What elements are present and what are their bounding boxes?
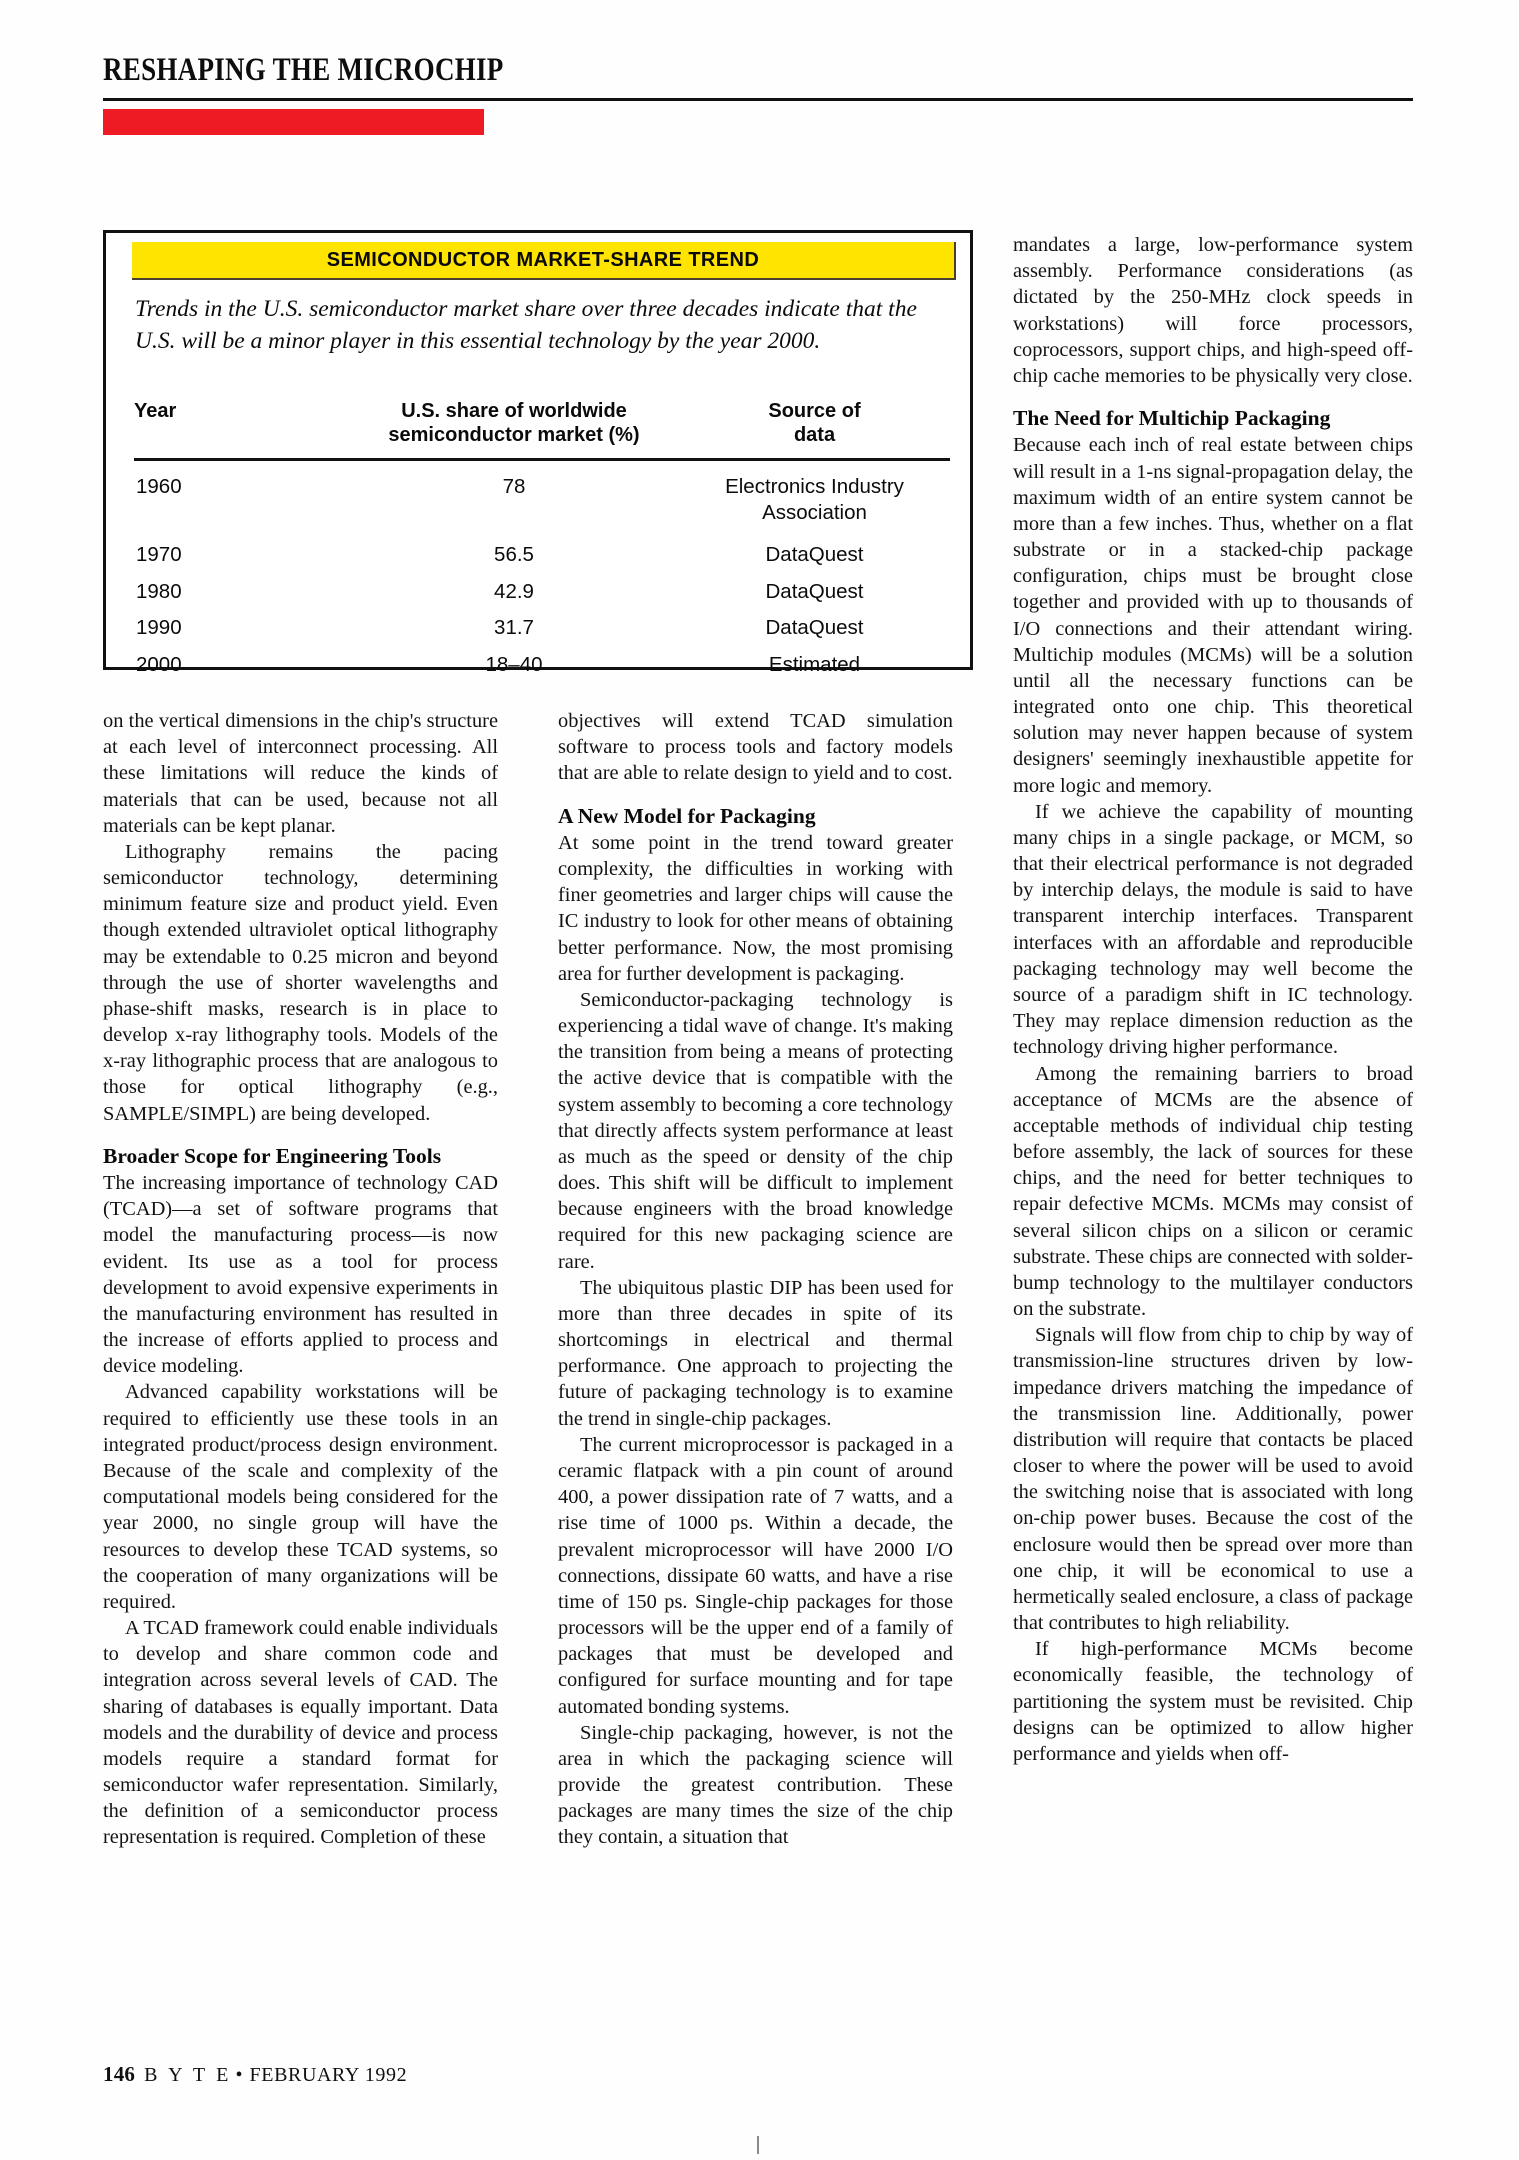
table-row [134,537,950,574]
section-heading: Broader Scope for Engineering Tools [103,1143,442,1168]
paragraph: The increasing importance of technology CAD (TCAD)—a set of software programs that model the manufacturing process—is now evident. Its use as a tool for process development to avoid expensive experiments in the manufacturing environment has resulted in the increase of efforts applied to process and device modeling. [103,1172,498,1378]
paragraph: Among the remaining barriers to broad acceptance of MCMs are the absence of acceptable methods of individual chip testing before assembly, the lack of sources for these chips, and the need for better techniques to repair defective MCMs. MCMs may consist of several silicon chips on a silicon or ceramic substrate. These chips are connected with solder-bump technology to the multilayer conductors on the substrate. [1013,1062,1413,1321]
paragraph: Advanced capability workstations will be required to efficiently use these tools in an integrated product/process design environment. Because of the scale and complexity of the computational models being considered for the year 2000, no single group will have the resources to develop these TCAD systems, so the cooperation of many organizations will be required. [103,1381,498,1613]
issue-date: FEBRUARY 1992 [249,2064,408,2086]
header-accent-bar [103,109,484,135]
table-row [134,469,950,537]
table-body [134,469,950,684]
cell-source: DataQuest [765,543,864,567]
paragraph: mandates a large, low-performance system assembly. Performance considerations (as dictated by the 250-MHz clock speeds in workstations) will force processors, coprocessors, support chips, and high-speed off-chip cache memories to be physically very close. [1013,234,1413,387]
body-column-right [1013,232,1413,1767]
paragraph: A TCAD framework could enable individuals to develop and share common code and integration across several levels of CAD. The sharing of databases is equally important. Data models and the durability of device and process models require a standard format for semiconductor wafer representation. Similarly, the definition of a semiconductor process representation is required. Completion of these [103,1617,498,1849]
cell-share: 56.5 [494,543,534,567]
cell-source-line1: Electronics Industry [725,474,904,498]
page-number: 146 [103,2062,136,2086]
running-head [103,54,1413,87]
paragraph: Signals will flow from chip to chip by way of transmission-line structures driven by low-impedance drivers matching the impedance of the transmission line. Additionally, power distribution will require that contacts be placed closer to where the power will be used to avoid the switching noise that is associated with long on-chip power buses. Because the cost of the enclosure would then be spread over more than one chip, it will be economical to use a hermetically sealed enclosure, a class of package that contributes to high reliability. [1013,1324,1413,1635]
cell-source: Estimated [768,652,861,676]
body-column-left [103,708,498,1851]
figure-caption: Trends in the U.S. semiconductor market share over three decades indicate that the U.S. will be a minor player in this essential technology by the year 2000. [135,296,917,355]
figure-box [103,230,973,676]
column-header-source [679,399,950,452]
cell-year: 1960 [136,474,182,498]
cell-share: 18–40 [485,652,543,676]
column-header-share [349,399,679,452]
paragraph: on the vertical dimensions in the chip's structure at each level of interconnect processing. All these limitations will reduce the kinds of materials that can be used, because not all materials can be kept planar. [103,710,498,837]
market-share-table [134,399,950,684]
cell-share: 31.7 [494,616,534,640]
paragraph: Because each inch of real estate between chips will result in a 1-ns signal-propagation delay, the maximum width of an entire system cannot be more than a few inches. Thus, whether on a flat substrate or in a stacked-chip package configuration, chips must be brought close together and provided with up to thousands of I/O connections and their attendant wiring. Multichip modules (MCMs) will be a solution until all the necessary functions can be integrated onto one chip. This theoretical solution may never happen because of system designers' seemingly inexhaustible appetite for more logic and memory. [1013,434,1413,797]
column-header-source-line1: Source of [768,400,861,422]
registration-tick [757,2136,759,2154]
cell-share: 42.9 [494,579,534,603]
section-heading: The Need for Multichip Packaging [1013,406,1331,431]
column-header-year: Year [134,400,177,422]
table-header-rule [134,452,950,469]
figure-banner [132,242,956,280]
cell-source: DataQuest [765,579,864,603]
figure-banner-title: SEMICONDUCTOR MARKET-SHARE TREND [326,248,760,271]
column-header-source-line2: data [793,424,836,447]
page-title: RESHAPING THE MICROCHIP [103,52,504,88]
cell-source [679,469,950,537]
page-footer [103,2062,407,2087]
footer-separator: • [235,2064,243,2086]
cell-source-line2: Association [762,501,867,525]
paragraph: Single-chip packaging, however, is not the area in which the packaging science will provide the greatest contribution. These packages are many times the size of the chip they contain, a situation that [558,1721,953,1849]
table-row [134,610,950,647]
cell-year: 1990 [136,616,182,640]
paragraph: Semiconductor-packaging technology is experiencing a tidal wave of change. It's making the transition from being a means of protecting the active device that is compatible with the system assembly to becoming a core technology that directly affects system performance at least as much as the speed or density of the chip does. This shift will be difficult to implement because engineers with the broad knowledge required for this new packaging science are rare. [558,988,953,1273]
paragraph: objectives will extend TCAD simulation software to process tools and factory models that are able to relate design to yield and to cost. [558,710,953,785]
paragraph: At some point in the trend toward greater complexity, the difficulties in working with finer geometries and larger chips will cause the IC industry to look for other means of obtaining better performance. Now, the most promising area for further development is packaging. [558,831,953,985]
table-header-row [134,399,950,452]
column-header-share-line2: semiconductor market (%) [388,424,640,447]
table-row [134,574,950,611]
body-column-middle [558,708,953,1851]
paragraph: The current microprocessor is packaged in a ceramic flatpack with a pin count of around 400, a power dissipation rate of 7 watts, and a rise time of 1000 ps. Within a decade, the prevalent microprocessor will have 2000 I/O connections, dissipate 60 watts, and have a rise time of 150 ps. Single-chip packages for those processors will be the upper end of a family of packages that must be developed and configured for surface mounting and for tape automated bonding systems. [558,1433,953,1718]
table-row [134,647,950,684]
cell-year: 1970 [136,543,182,567]
cell-source: DataQuest [765,616,864,640]
paragraph: Lithography remains the pacing semiconductor technology, determining minimum feature size and product yield. Even though extended ultraviolet optical lithography may be extendable to 0.25 micron and beyond through the use of shorter wavelengths and phase-shift masks, research is in place to develop x-ray lithography tools. Models of the x-ray lithographic process that are analogous to those for optical lithography (e.g., SAMPLE/SIMPL) are being developed. [103,840,498,1125]
header-rule [103,98,1413,101]
cell-share: 78 [502,474,526,498]
cell-year: 2000 [136,652,182,676]
column-header-share-line1: U.S. share of worldwide [401,400,627,422]
paragraph: If we achieve the capability of mounting many chips in a single package, or MCM, so that their electrical performance is not degraded by interchip delays, the module is said to have transparent interchip interfaces. Transparent interfaces with an affordable and reproducible packaging technology may well become the source of a paradigm shift in IC technology. They may replace dimension reduction as the technology driving higher performance. [1013,800,1413,1059]
section-heading: A New Model for Packaging [558,803,816,828]
paragraph: If high-performance MCMs become economically feasible, the technology of partitioning the system must be revisited. Chip designs can be optimized to allow higher performance and yields when off- [1013,1638,1413,1765]
cell-year: 1980 [136,579,182,603]
publication-name: B Y T E [144,2064,232,2086]
paragraph: The ubiquitous plastic DIP has been used for more than three decades in spite of its shortcomings in electrical and thermal performance. One approach to projecting the future of packaging technology is to examine the trend in single-chip packages. [558,1276,953,1430]
